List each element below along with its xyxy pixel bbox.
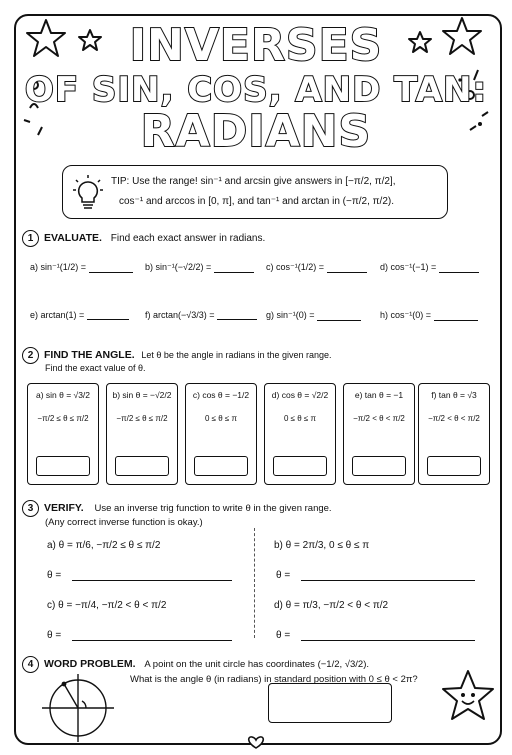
- angle-card-b: b) sin θ = −√2/2 −π/2 ≤ θ ≤ π/2: [106, 383, 178, 485]
- verify-d-equation: d) θ = π/3, −π/2 < θ < π/2: [274, 600, 389, 611]
- tip-line-2: cos⁻¹ and arccos in [0, π], and tan⁻¹ and arctan in (−π/2, π/2).: [119, 196, 394, 207]
- answer-blank[interactable]: [214, 272, 254, 273]
- angle-card-d: d) cos θ = √2/2 0 ≤ θ ≤ π: [264, 383, 336, 485]
- verify-c-equation: c) θ = −π/4, −π/2 < θ < π/2: [47, 600, 167, 611]
- question-1a: a) sin⁻¹(1/2) =: [30, 262, 133, 273]
- section-2-heading: [22, 347, 332, 364]
- section-instruction: Find each exact answer in radians.: [110, 233, 266, 245]
- answer-blank[interactable]: [89, 272, 133, 273]
- angle-card-f: f) tan θ = √3 −π/2 < θ < π/2: [418, 383, 490, 485]
- question-1e: e) arctan(1) =: [30, 310, 129, 320]
- answer-blank[interactable]: [72, 640, 232, 641]
- section-number: 3: [22, 500, 39, 517]
- answer-box[interactable]: [115, 456, 169, 476]
- section-instruction: Let θ be the angle in radians in the given range.: [141, 350, 332, 361]
- verify-d-answer: θ =: [276, 630, 475, 641]
- section-title: VERIFY.: [44, 502, 84, 515]
- unit-circle-icon: [38, 670, 118, 744]
- answer-blank[interactable]: [87, 319, 129, 320]
- question-1c: c) cos⁻¹(1/2) =: [266, 262, 367, 273]
- answer-blank[interactable]: [72, 580, 232, 581]
- section-title: WORD PROBLEM.: [44, 658, 136, 671]
- question-1d: d) cos⁻¹(−1) =: [380, 262, 479, 273]
- answer-blank[interactable]: [301, 580, 475, 581]
- tip-line-1: TIP: Use the range! sin⁻¹ and arcsin give answers in [−π/2, π/2],: [111, 176, 396, 187]
- question-1b: b) sin⁻¹(−√2/2) =: [145, 262, 254, 273]
- verify-a-equation: a) θ = π/6, −π/2 ≤ θ ≤ π/2: [47, 540, 161, 551]
- tip-box: [62, 165, 448, 219]
- title-line-3: RADIANS: [140, 106, 372, 157]
- section-1-heading: [22, 230, 265, 247]
- verify-b-answer: θ =: [276, 570, 475, 581]
- answer-box[interactable]: [352, 456, 406, 476]
- section-3-heading: [22, 500, 332, 517]
- section-number: 2: [22, 347, 39, 364]
- section-number: 1: [22, 230, 39, 247]
- section-question: What is the angle θ (in radians) in standard position with 0 ≤ θ < 2π?: [130, 674, 418, 685]
- answer-blank[interactable]: [317, 320, 361, 321]
- title-line-1: INVERSES: [129, 20, 383, 71]
- question-1g: g) sin⁻¹(0) =: [266, 310, 361, 321]
- smiling-star-icon: [440, 668, 496, 726]
- answer-box[interactable]: [36, 456, 90, 476]
- section-title: FIND THE ANGLE.: [44, 349, 135, 362]
- column-divider: [254, 528, 255, 638]
- answer-blank[interactable]: [301, 640, 475, 641]
- question-1f: f) arctan(−√3/3) =: [145, 310, 257, 320]
- answer-blank[interactable]: [439, 272, 479, 273]
- answer-box[interactable]: [194, 456, 248, 476]
- answer-blank[interactable]: [217, 319, 257, 320]
- verify-b-equation: b) θ = 2π/3, 0 ≤ θ ≤ π: [274, 540, 370, 551]
- verify-c-answer: θ =: [47, 630, 232, 641]
- angle-card-a: a) sin θ = √3/2 −π/2 ≤ θ ≤ π/2: [27, 383, 99, 485]
- title-line-2: OF SIN, COS, AND TAN:: [24, 70, 488, 110]
- section-instruction-2: (Any correct inverse function is okay.): [45, 517, 203, 528]
- lightbulb-icon: [71, 174, 105, 212]
- answer-box[interactable]: [427, 456, 481, 476]
- answer-blank[interactable]: [327, 272, 367, 273]
- angle-card-c: c) cos θ = −1/2 0 ≤ θ ≤ π: [185, 383, 257, 485]
- angle-card-e: e) tan θ = −1 −π/2 < θ < π/2: [343, 383, 415, 485]
- heart-icon: [242, 736, 270, 750]
- answer-box[interactable]: [273, 456, 327, 476]
- question-1h: h) cos⁻¹(0) =: [380, 310, 478, 321]
- section-number: 4: [22, 656, 39, 673]
- section-title: EVALUATE.: [44, 232, 102, 245]
- answer-blank[interactable]: [434, 320, 478, 321]
- section-instruction: A point on the unit circle has coordinates (−1/2, √3/2).: [144, 659, 369, 671]
- verify-a-answer: θ =: [47, 570, 232, 581]
- section-instruction: Use an inverse trig function to write θ in the given range.: [94, 503, 332, 515]
- word-problem-answer-box[interactable]: [268, 683, 392, 723]
- section-instruction-2: Find the exact value of θ.: [45, 363, 146, 373]
